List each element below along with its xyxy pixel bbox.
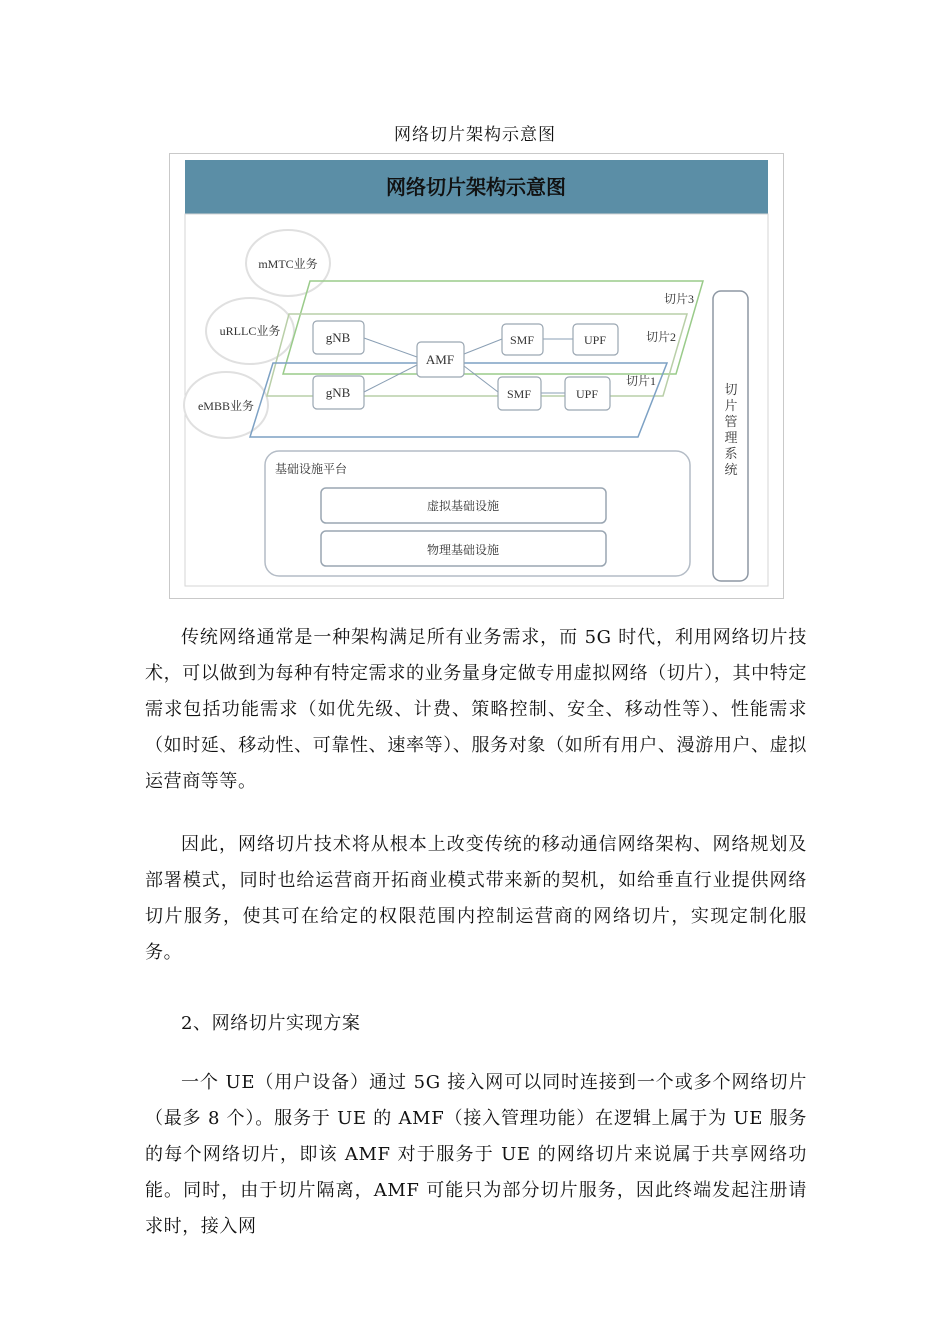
service-urllc-label: uRLLC业务 — [219, 324, 281, 338]
service-mmtc-label: mMTC业务 — [258, 257, 318, 271]
paragraph-traditional-network: 传统网络通常是一种架构满足所有业务需求，而 5G 时代，利用网络切片技术，可以做到为每种有特定需求的业务量身定做专用虚拟网络（切片），其中特定需求包括功能需求（如优先级、计费、策略控制、安全、移动性等）、性能需求（如时延、移动性、可靠性、速率等）、服务对象（如所有用户、漫游用户、虚拟运营商等等。 — [145, 627, 807, 792]
paragraph-ue-connection: 一个 UE（用户设备）通过 5G 接入网可以同时连接到一个或多个网络切片（最多 8 个）。服务于 UE 的 AMF（接入管理功能）在逻辑上属于为 UE 服务的每个网络切片，即该 AMF 对于服务于 UE 的网络切片来说属于共享网络功能。同时，由于切片隔离，AMF 可能只为部分切片服务，因此终端发起注册请求时，接入网 — [145, 1072, 807, 1237]
network-slicing-diagram — [169, 153, 784, 599]
slice-2-label: 切片2 — [646, 330, 677, 344]
svg-text:切: 切 — [724, 382, 738, 397]
section-heading: 2、网络切片实现方案 — [181, 1013, 361, 1034]
svg-text:系: 系 — [724, 446, 738, 461]
smf-node-bottom-label: SMF — [506, 387, 532, 401]
upf-node-top-label: UPF — [583, 333, 607, 347]
svg-text:片: 片 — [724, 398, 738, 413]
amf-node-label: AMF — [425, 352, 455, 367]
slice-3-label: 切片3 — [664, 292, 695, 306]
physical-infra-label: 物理基础设施 — [426, 543, 500, 557]
virtual-infra-label: 虚拟基础设施 — [426, 499, 500, 513]
svg-text:管: 管 — [724, 414, 738, 429]
slice-management-label — [724, 382, 737, 477]
service-embb-label: eMBB业务 — [197, 399, 255, 413]
upf-node-bottom-label: UPF — [575, 387, 599, 401]
svg-text:统: 统 — [724, 462, 738, 477]
figure-caption: 网络切片架构示意图 — [394, 125, 556, 145]
paragraph-therefore: 因此，网络切片技术将从根本上改变传统的移动通信网络架构、网络规划及部署模式，同时也给运营商开拓商业模式带来新的契机，如给垂直行业提供网络切片服务，使其可在给定的权限范围内控制运营商的网络切片，实现定制化服务。 — [145, 834, 807, 963]
diagram-banner-title: 网络切片架构示意图 — [386, 175, 566, 199]
smf-node-top-label: SMF — [509, 333, 535, 347]
gnb-node-bottom-label: gNB — [325, 385, 351, 400]
gnb-node-top-label: gNB — [325, 330, 351, 345]
slice-1-label: 切片1 — [626, 374, 657, 388]
infra-platform-label: 基础设施平台 — [275, 462, 348, 476]
svg-text:理: 理 — [724, 430, 738, 445]
